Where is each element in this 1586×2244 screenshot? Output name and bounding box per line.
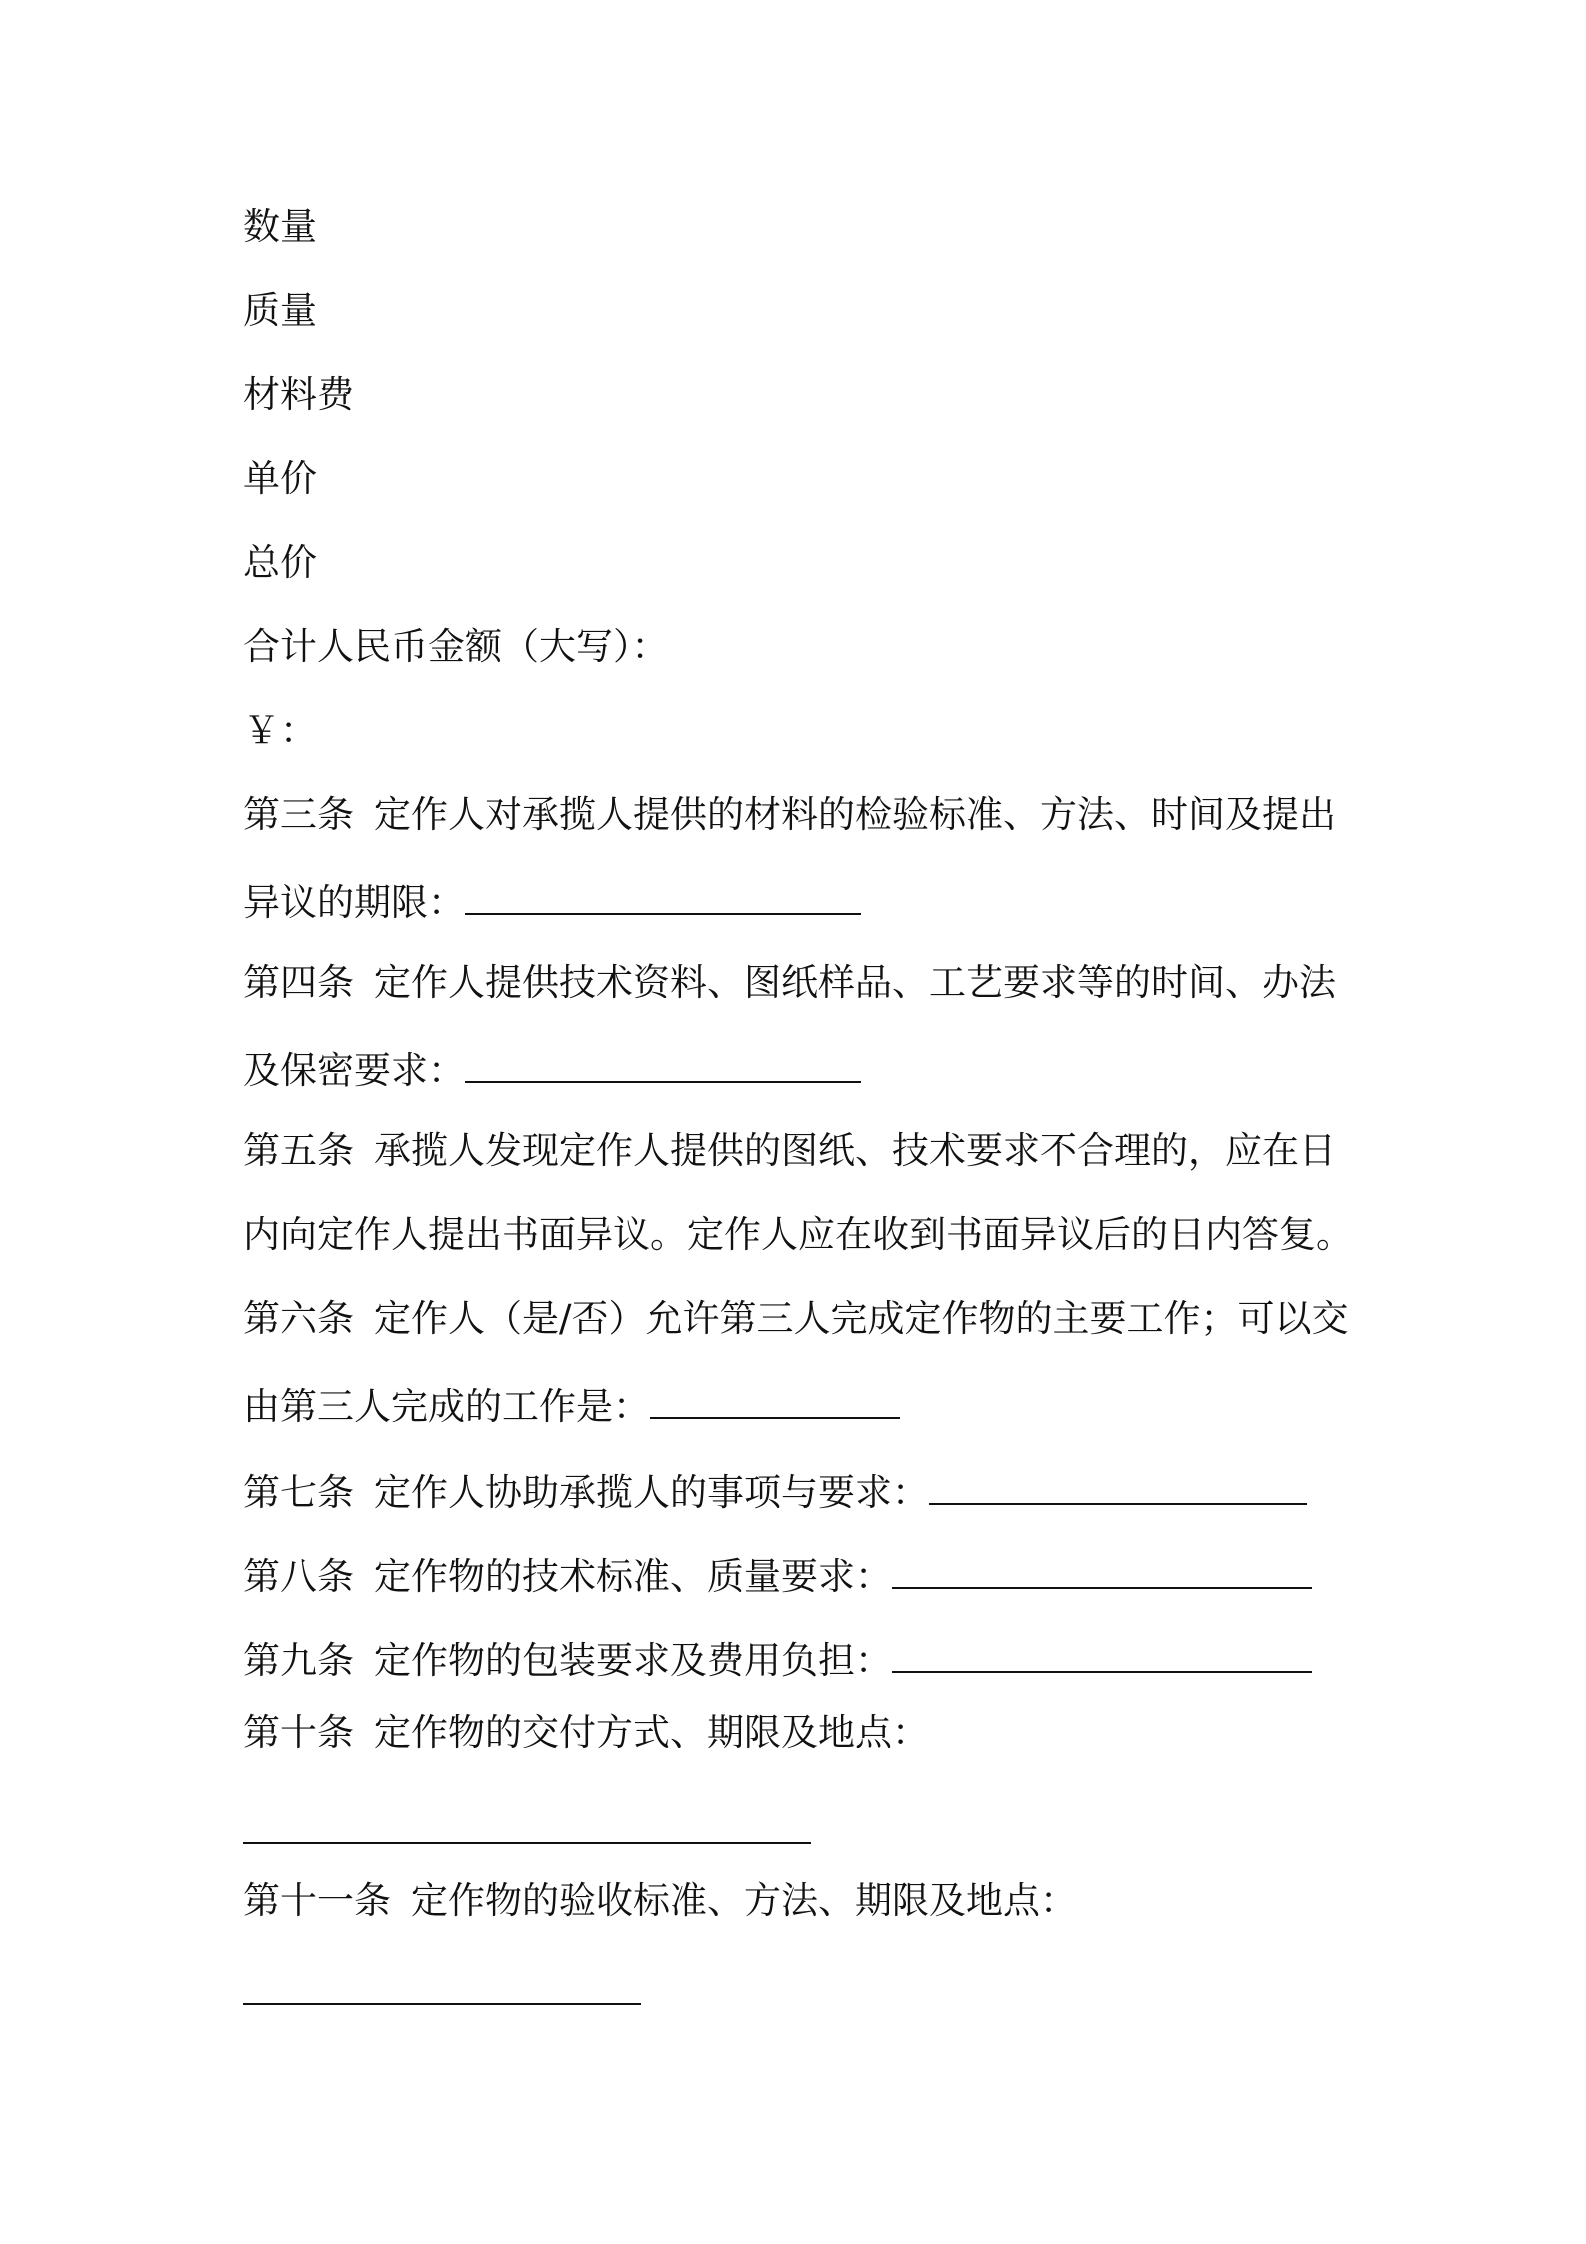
article-6-line-2 [243, 1381, 900, 1429]
item-unit-price: 单价 [243, 457, 317, 500]
article-10-text: 定作物的交付方式、期限及地点： [374, 1711, 929, 1754]
article-3-text-2: 异议的期限： [243, 881, 465, 924]
article-10-line [243, 1711, 929, 1755]
article-6-text-1: 定作人（是/否）允许第三人完成定作物的主要工作；可以交 [374, 1297, 1349, 1340]
article-3-text-1: 定作人对承揽人提供的材料的检验标准、方法、时间及提出 [374, 793, 1336, 836]
article-6-number: 第六条 [243, 1297, 354, 1340]
article-11-text: 定作物的验收标准、方法、期限及地点： [411, 1879, 1077, 1922]
article-7-line [243, 1467, 1307, 1515]
article-9-line [243, 1635, 1312, 1683]
article-3-line-2 [243, 877, 861, 925]
article-6-text-2: 由第三人完成的工作是： [243, 1385, 650, 1428]
article-3-number: 第三条 [243, 793, 354, 836]
article-10-number: 第十条 [243, 1711, 354, 1754]
article-9-text: 定作物的包装要求及费用负担： [374, 1639, 892, 1682]
article-4-blank[interactable] [465, 1045, 861, 1083]
item-quality: 质量 [243, 289, 317, 332]
article-5-text-1: 承揽人发现定作人提供的图纸、技术要求不合理的，应在日 [374, 1129, 1336, 1172]
item-quantity: 数量 [243, 205, 317, 248]
article-7-blank[interactable] [929, 1467, 1307, 1505]
article-8-text: 定作物的技术标准、质量要求： [374, 1555, 892, 1598]
article-11-line [243, 1879, 1077, 1923]
article-9-blank[interactable] [892, 1635, 1312, 1673]
article-5-text-2: 内向定作人提出书面异议。定作人应在收到书面异议后的日内答复。 [243, 1213, 1353, 1256]
article-8-blank[interactable] [892, 1551, 1312, 1589]
item-total-rmb-caps: 合计人民币金额（大写）： [243, 625, 669, 668]
item-yen: ￥： [243, 709, 317, 752]
article-4-text-2: 及保密要求： [243, 1049, 465, 1092]
article-11-blank[interactable] [243, 1967, 641, 2005]
article-8-number: 第八条 [243, 1555, 354, 1598]
article-4-number: 第四条 [243, 961, 354, 1004]
item-material-fee: 材料费 [243, 373, 354, 416]
article-11-number: 第十一条 [243, 1879, 391, 1922]
article-4-line-2 [243, 1045, 861, 1093]
article-4-text-1: 定作人提供技术资料、图纸样品、工艺要求等的时间、办法 [374, 961, 1336, 1004]
article-10-blank-line [243, 1806, 811, 1854]
item-total-price: 总价 [243, 541, 317, 584]
article-5-line-1 [243, 1129, 1336, 1173]
article-3-line-1 [243, 793, 1336, 837]
article-7-number: 第七条 [243, 1471, 354, 1514]
article-4-line-1 [243, 961, 1336, 1005]
article-5-line-2 [243, 1213, 1353, 1257]
article-9-number: 第九条 [243, 1639, 354, 1682]
article-8-line [243, 1551, 1312, 1599]
article-7-text: 定作人协助承揽人的事项与要求： [374, 1471, 929, 1514]
article-10-blank[interactable] [243, 1806, 811, 1844]
article-5-number: 第五条 [243, 1129, 354, 1172]
article-6-blank[interactable] [650, 1381, 900, 1419]
article-3-blank[interactable] [465, 877, 861, 915]
article-6-line-1 [243, 1297, 1348, 1341]
article-11-blank-line [243, 1967, 641, 2015]
